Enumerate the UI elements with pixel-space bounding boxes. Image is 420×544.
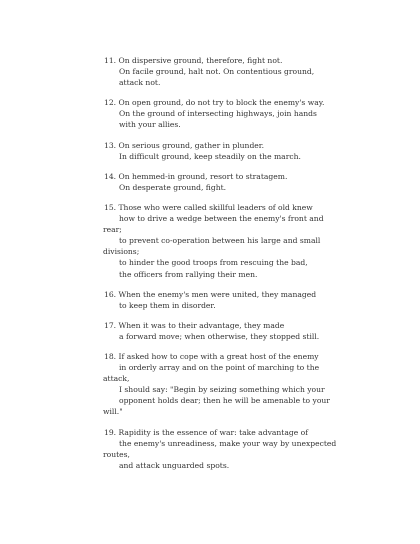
paragraph-12 (0, 97, 420, 130)
document-body (0, 55, 420, 480)
paragraph-line: 12. On open ground, do not try to block the enemy's way. (104, 98, 325, 108)
paragraph-line: 18. If asked how to cope with a great host of the enemy (104, 351, 319, 361)
paragraph-line: 17. When it was to their advantage, they made (104, 320, 285, 330)
paragraph-18 (0, 351, 420, 418)
paragraph-14 (0, 171, 420, 193)
paragraph-line: to hinder the good troops from rescuing the bad, (119, 258, 308, 268)
paragraph-13 (0, 140, 420, 162)
paragraph-line: divisions; (103, 247, 140, 257)
paragraph-line: the enemy's unreadiness, make your way by unexpected (119, 438, 337, 448)
paragraph-line: attack not. (119, 78, 161, 88)
paragraph-15 (0, 202, 420, 280)
paragraph-line: 15. Those who were called skillful leaders of old knew (104, 202, 313, 212)
paragraph-line: the officers from rallying their men. (119, 269, 258, 279)
paragraph-line: with your allies. (119, 120, 181, 130)
paragraph-line: will." (103, 407, 123, 417)
paragraph-line: to keep them in disorder. (119, 300, 216, 310)
paragraph-line: 11. On dispersive ground, therefore, fight not. (104, 56, 283, 65)
paragraph-line: On desperate ground, fight. (119, 182, 227, 192)
paragraph-line: routes, (103, 449, 130, 459)
paragraph-line: how to drive a wedge between the enemy's front and (119, 214, 324, 224)
paragraph-19 (0, 427, 420, 471)
paragraph-line: On the ground of intersecting highways, join hands (119, 109, 317, 119)
paragraph-line: to prevent co-operation between his large and small (119, 236, 321, 246)
paragraph-16 (0, 289, 420, 311)
paragraph-17 (0, 320, 420, 342)
paragraph-line: 19. Rapidity is the essence of war: take advantage of (104, 427, 309, 437)
paragraph-line: In difficult ground, keep steadily on the march. (119, 151, 301, 161)
paragraph-line: rear; (103, 225, 122, 235)
paragraph-11 (0, 55, 420, 88)
paragraph-line: attack, (103, 374, 130, 384)
paragraph-line: 14. On hemmed-in ground, resort to stratagem. (104, 171, 288, 181)
paragraph-line: in orderly array and on the point of marching to the (119, 363, 320, 373)
paragraph-line: opponent holds dear; then he will be amenable to your (119, 396, 330, 406)
paragraph-line: and attack unguarded spots. (119, 460, 230, 470)
paragraph-line: 16. When the enemy's men were united, they managed (104, 289, 317, 299)
paragraph-line: 13. On serious ground, gather in plunder. (104, 140, 265, 150)
paragraph-line: On facile ground, halt not. On contentious ground, (119, 67, 315, 77)
paragraph-line: I should say: "Begin by seizing something which your (119, 385, 325, 395)
paragraph-line: a forward move; when otherwise, they stopped still. (119, 331, 320, 341)
